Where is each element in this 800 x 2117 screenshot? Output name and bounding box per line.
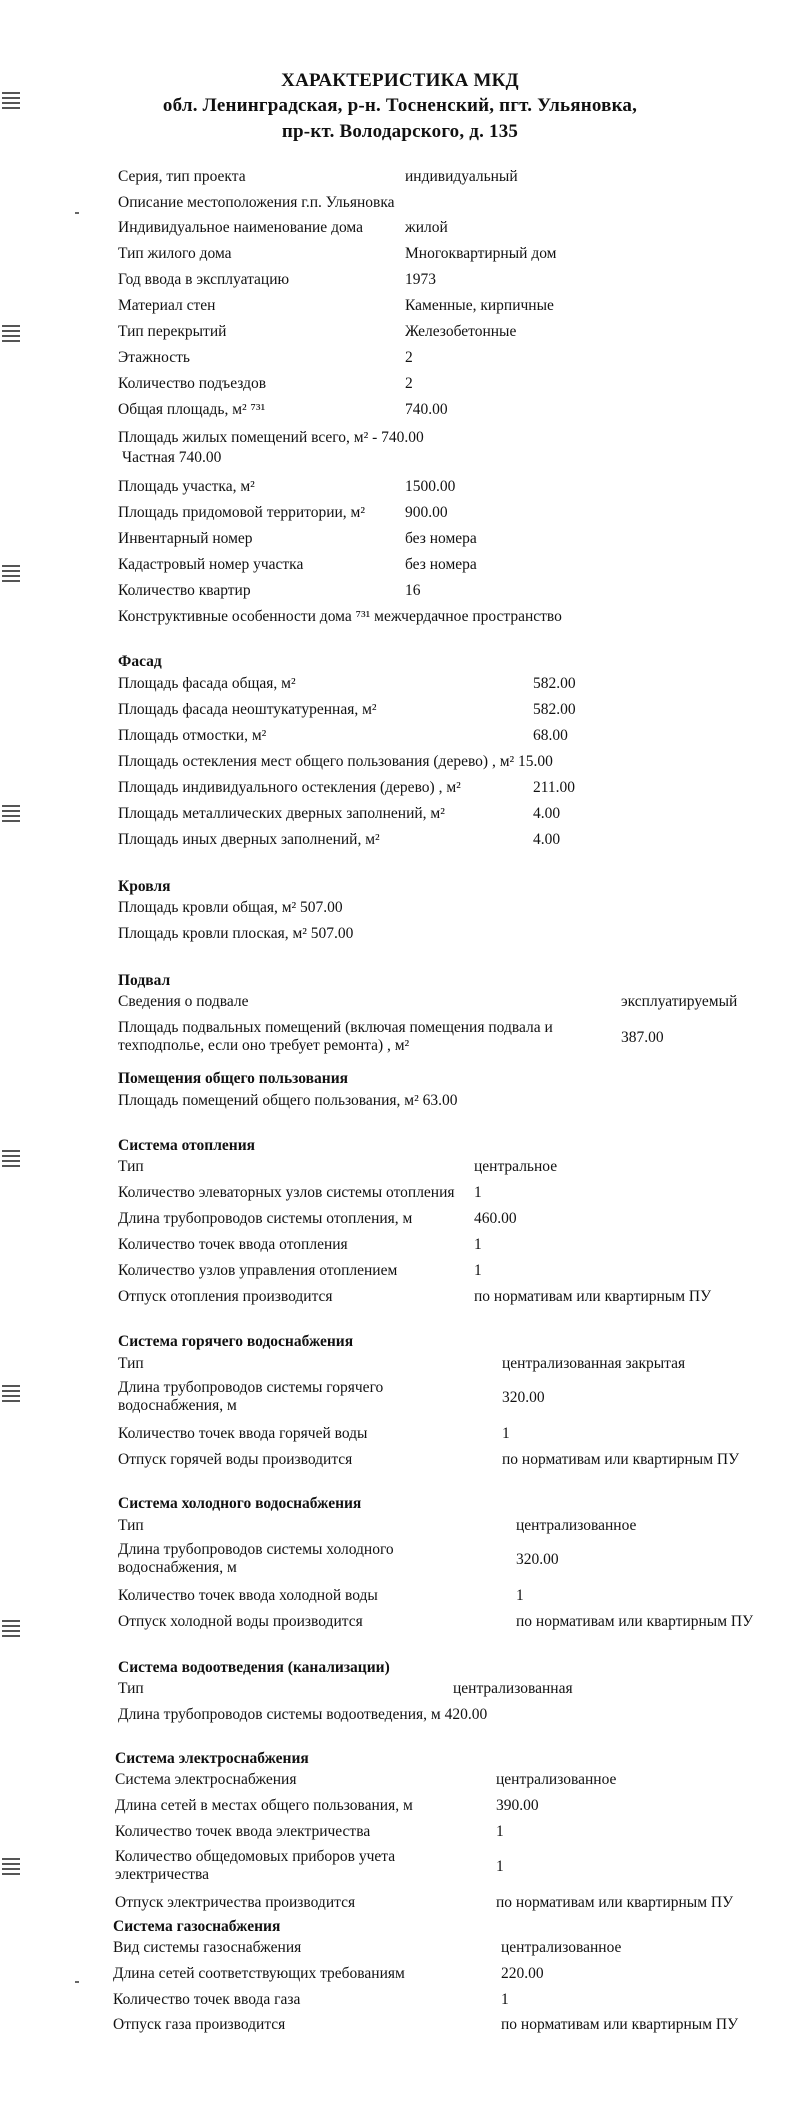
field-value: 387.00 <box>621 1029 664 1046</box>
field-value: жилой <box>405 219 448 236</box>
field-label: Количество узлов управления отоплением <box>118 1262 398 1279</box>
field-value: 220.00 <box>501 1965 544 1982</box>
section-title: Система водоотведения (канализации) <box>118 1659 390 1676</box>
field-label: Отпуск электричества производится <box>115 1894 356 1911</box>
field-label: Количество точек ввода отопления <box>118 1236 348 1253</box>
field-label: Длина трубопроводов системы отопления, м <box>118 1210 413 1227</box>
field-value: 900.00 <box>405 504 448 521</box>
field-value: Каменные, кирпичные <box>405 297 554 314</box>
field-value: централизованное <box>501 1939 622 1956</box>
field-value: 320.00 <box>502 1389 545 1406</box>
field-label: Инвентарный номер <box>118 530 253 547</box>
field-label: Площадь кровли общая, м² 507.00 <box>118 899 343 916</box>
section-title: Система горячего водоснабжения <box>118 1333 354 1350</box>
field-label: Количество общедомовых приборов учета <box>115 1848 396 1865</box>
field-value: по нормативам или квартирным ПУ <box>516 1613 754 1630</box>
field-value: 2 <box>405 349 413 366</box>
field-value: 1 <box>502 1425 510 1442</box>
field-continuation: водоснабжения, м <box>118 1559 237 1576</box>
field-value: 2 <box>405 375 413 392</box>
field-value: Железобетонные <box>405 323 517 340</box>
field-value: 582.00 <box>533 675 576 692</box>
section-title: Помещения общего пользования <box>118 1070 349 1087</box>
field-continuation: электричества <box>115 1866 210 1883</box>
scan-mark <box>2 1858 20 1878</box>
section-title: Подвал <box>118 972 171 989</box>
field-value: по нормативам или квартирным ПУ <box>474 1288 712 1305</box>
field-label: Этажность <box>118 349 190 366</box>
field-label: Площадь индивидуального остекления (дерево) , м² <box>118 779 461 796</box>
field-label: Длина трубопроводов системы холодного <box>118 1541 394 1558</box>
section-title: Кровля <box>118 878 171 895</box>
field-value: без номера <box>405 530 477 547</box>
field-value: 1 <box>516 1587 524 1604</box>
field-value: по нормативам или квартирным ПУ <box>502 1451 740 1468</box>
field-label: Количество квартир <box>118 582 251 599</box>
field-label: Серия, тип проекта <box>118 168 246 185</box>
section-title: Фасад <box>118 653 162 670</box>
field-value: 1973 <box>405 271 436 288</box>
field-label: Площадь участка, м² <box>118 478 255 495</box>
field-label: Вид системы газоснабжения <box>113 1939 302 1956</box>
field-label: Площадь подвальных помещений (включая помещения подвала и <box>118 1019 553 1036</box>
field-value: 1 <box>496 1823 504 1840</box>
field-value: 1 <box>496 1858 504 1875</box>
scan-mark <box>2 325 20 345</box>
field-label: Тип <box>118 1680 144 1697</box>
section-title: Система отопления <box>118 1137 256 1154</box>
section-title: Система холодного водоснабжения <box>118 1495 362 1512</box>
field-label: Отпуск холодной воды производится <box>118 1613 363 1630</box>
field-value: по нормативам или квартирным ПУ <box>496 1894 734 1911</box>
field-label: Год ввода в эксплуатацию <box>118 271 290 288</box>
field-label: Длина трубопроводов системы горячего <box>118 1379 384 1396</box>
scan-mark <box>2 1620 20 1640</box>
field-value: централизованное <box>516 1517 637 1534</box>
scan-dot <box>75 212 79 214</box>
field-label: Площадь помещений общего пользования, м² 63.00 <box>118 1092 458 1109</box>
field-label: Тип <box>118 1158 144 1175</box>
field-value: централизованное <box>496 1771 617 1788</box>
address-line-2: пр-кт. Володарского, д. 135 <box>281 121 519 142</box>
field-value: 4.00 <box>533 831 561 848</box>
section-title: Система электроснабжения <box>115 1750 309 1767</box>
field-label: Тип <box>118 1355 144 1372</box>
field-label: Площадь фасада неоштукатуренная, м² <box>118 701 377 718</box>
field-value: индивидуальный <box>405 168 518 185</box>
field-value: централизованная <box>453 1680 573 1697</box>
field-label: Длина сетей в местах общего пользования, м <box>115 1797 413 1814</box>
document-title: ХАРАКТЕРИСТИКА МКД <box>281 70 519 91</box>
scan-mark <box>2 92 20 112</box>
field-label: Длина сетей соответствующих требованиям <box>113 1965 405 1982</box>
field-label: Количество точек ввода электричества <box>115 1823 371 1840</box>
field-value: 1 <box>474 1184 482 1201</box>
field-label: Длина трубопроводов системы водоотведения, м 420.00 <box>118 1706 488 1723</box>
field-label: Отпуск горячей воды производится <box>118 1451 353 1468</box>
field-label: Тип перекрытий <box>118 323 227 340</box>
field-label: Индивидуальное наименование дома <box>118 219 363 236</box>
field-label: Конструктивные особенности дома ⁷³¹ межчердачное пространство <box>118 608 562 625</box>
scan-mark <box>2 565 20 585</box>
field-value: 1 <box>474 1262 482 1279</box>
field-label: Общая площадь, м² ⁷³¹ <box>118 401 266 418</box>
field-value: 740.00 <box>405 401 448 418</box>
field-label: Площадь фасада общая, м² <box>118 675 296 692</box>
field-value: 460.00 <box>474 1210 517 1227</box>
section-title: Система газоснабжения <box>113 1918 281 1935</box>
field-value: 4.00 <box>533 805 561 822</box>
field-label: Площадь иных дверных заполнений, м² <box>118 831 380 848</box>
field-label: Кадастровый номер участка <box>118 556 304 573</box>
field-continuation: Частная 740.00 <box>122 449 222 466</box>
field-value: по нормативам или квартирным ПУ <box>501 2016 739 2033</box>
field-label: Площадь жилых помещений всего, м² - 740.00 <box>118 429 424 446</box>
field-label: Количество подъездов <box>118 375 267 392</box>
address-line-1: обл. Ленинградская, р-н. Тосненский, пгт. Ульяновка, <box>162 95 638 116</box>
scan-mark <box>2 1150 20 1170</box>
field-value: 390.00 <box>496 1797 539 1814</box>
field-value: центральное <box>474 1158 558 1175</box>
field-value: 582.00 <box>533 701 576 718</box>
field-label: Количество точек ввода газа <box>113 1991 301 2008</box>
scan-mark <box>2 805 20 825</box>
field-value: 211.00 <box>533 779 576 796</box>
field-value: 1500.00 <box>405 478 456 495</box>
field-label: Площадь придомовой территории, м² <box>118 504 366 521</box>
field-value: 320.00 <box>516 1551 559 1568</box>
field-label: Площадь отмостки, м² <box>118 727 267 744</box>
field-value: Многоквартирный дом <box>405 245 557 262</box>
field-value: 1 <box>501 1991 509 2008</box>
field-label: Материал стен <box>118 297 216 314</box>
field-value: эксплуатируемый <box>621 993 738 1010</box>
field-label: Тип <box>118 1517 144 1534</box>
field-label: Описание местоположения г.п. Ульяновка <box>118 194 395 211</box>
field-label: Система электроснабжения <box>115 1771 297 1788</box>
field-value: 68.00 <box>533 727 568 744</box>
field-continuation: техподполье, если оно требует ремонта) , м² <box>118 1037 410 1054</box>
field-value: 16 <box>405 582 421 599</box>
field-value: централизованная закрытая <box>502 1355 686 1372</box>
field-value: без номера <box>405 556 477 573</box>
field-label: Площадь металлических дверных заполнений, м² <box>118 805 445 822</box>
field-continuation: водоснабжения, м <box>118 1397 237 1414</box>
field-label: Отпуск отопления производится <box>118 1288 333 1305</box>
field-label: Количество точек ввода холодной воды <box>118 1587 378 1604</box>
field-value: 1 <box>474 1236 482 1253</box>
field-label: Количество элеваторных узлов системы отопления <box>118 1184 455 1201</box>
field-label: Площадь остекления мест общего пользования (дерево) , м² 15.00 <box>118 753 553 770</box>
field-label: Отпуск газа производится <box>113 2016 286 2033</box>
field-label: Тип жилого дома <box>118 245 232 262</box>
scan-dot <box>75 1981 79 1983</box>
scan-mark <box>2 1385 20 1405</box>
field-label: Площадь кровли плоская, м² 507.00 <box>118 925 354 942</box>
field-label: Количество точек ввода горячей воды <box>118 1425 368 1442</box>
field-label: Сведения о подвале <box>118 993 249 1010</box>
